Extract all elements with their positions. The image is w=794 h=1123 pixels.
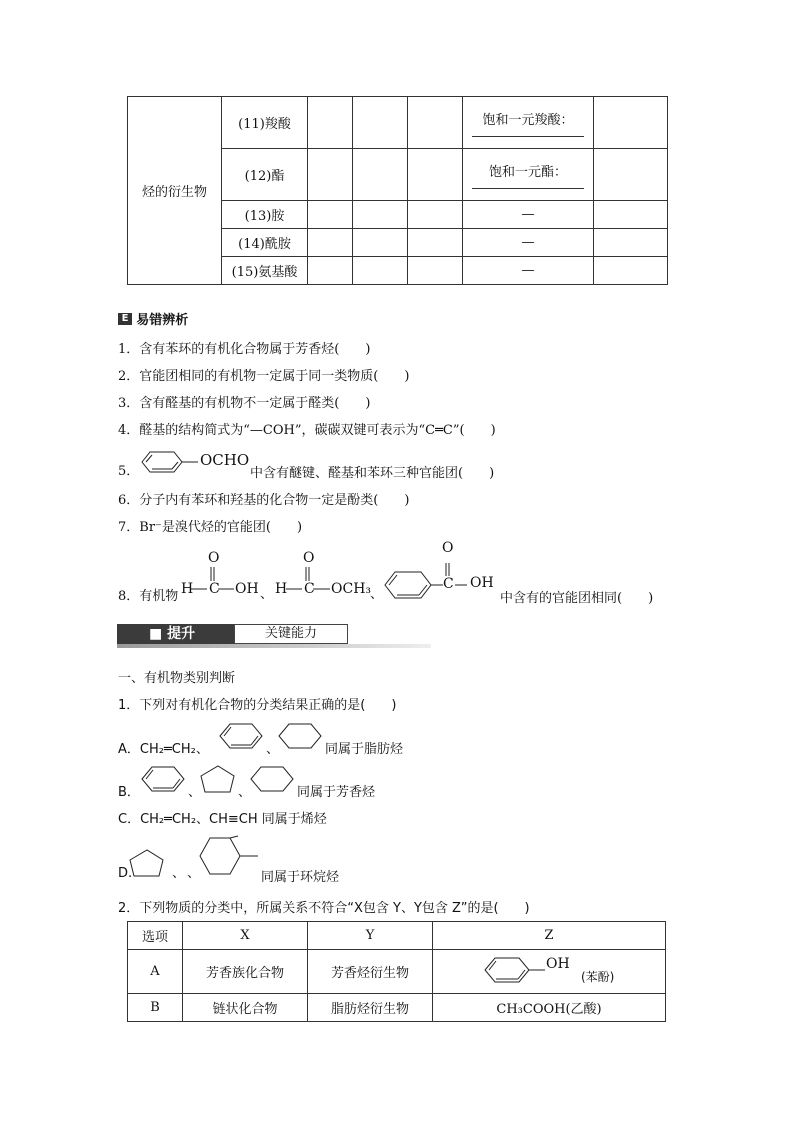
separator: 、 xyxy=(370,587,384,602)
fill-blank-line xyxy=(472,188,584,189)
list-item-2: 2．官能团相同的有机物一定属于同一类物质( ) xyxy=(118,369,410,384)
methylcyclohexane-icon xyxy=(198,832,268,882)
banner-light-label: 关键能力 xyxy=(234,624,348,644)
list-item-4: 4．醛基的结构简式为“—COH”，碳碳双键可表示为“C═C”( ) xyxy=(118,423,496,438)
atom-h: H xyxy=(181,581,194,597)
table-header: Z xyxy=(433,922,666,950)
blank-cell xyxy=(408,149,463,201)
cyclopentane-icon xyxy=(199,764,239,794)
separator: 、 xyxy=(188,785,202,800)
list-item-6: 6．分子内有苯环和羟基的化合物一定是酚类( ) xyxy=(118,493,410,508)
blank-cell xyxy=(594,257,668,285)
atom-c: C xyxy=(443,576,454,592)
blank-cell xyxy=(353,97,408,149)
table-header: 选项 xyxy=(128,922,183,950)
blank-cell xyxy=(408,229,463,257)
blank-cell xyxy=(594,149,668,201)
section-banner xyxy=(117,622,431,647)
table-cell: 脂肪烃衍生物 xyxy=(308,994,433,1022)
row-name-ester: (12)酯 xyxy=(222,149,308,201)
table-cell: CH₃COOH(乙酸) xyxy=(433,994,666,1022)
formula-cell: — xyxy=(463,201,594,229)
formula-label: 饱和一元羧酸： xyxy=(482,112,574,128)
option-a-label xyxy=(118,738,209,757)
option-d-text: 同属于环烷烃 xyxy=(261,870,340,885)
separator: 、 xyxy=(260,587,274,602)
blank-cell xyxy=(594,229,668,257)
functional-group-table xyxy=(127,96,668,285)
table-cell: A xyxy=(128,950,183,994)
blank-cell xyxy=(308,149,353,201)
blank-cell xyxy=(308,257,353,285)
row-header-derivatives: 烃的衍生物 xyxy=(128,97,222,285)
blank-cell xyxy=(308,97,353,149)
atom-o: O xyxy=(208,550,220,566)
fill-blank-line xyxy=(472,136,584,137)
atom-oh: OH xyxy=(470,575,494,591)
separator: 、 xyxy=(172,866,186,881)
atom-o: O xyxy=(442,540,454,556)
benzene-ring-icon xyxy=(218,721,268,751)
banner-underline xyxy=(117,644,431,648)
blank-cell xyxy=(308,229,353,257)
section-heading: 一、有机物类别判断 xyxy=(118,671,236,686)
table-header: Y xyxy=(308,922,433,950)
benzene-ring-icon xyxy=(136,449,206,475)
separator: 、 xyxy=(187,866,201,881)
methyl-formate-bonds xyxy=(274,560,334,600)
option-letter: A． xyxy=(118,742,140,757)
cyclohexane-icon xyxy=(249,764,299,794)
blank-cell xyxy=(353,229,408,257)
blank-cell xyxy=(353,149,408,201)
item-number: 5． xyxy=(118,464,140,479)
formula-cell xyxy=(463,97,594,149)
formic-acid-bonds xyxy=(180,560,240,600)
oh-group: OH xyxy=(546,956,570,972)
formula-cell: — xyxy=(463,257,594,285)
atom-o: O xyxy=(303,550,315,566)
section-yicuo-header xyxy=(118,309,188,328)
atom-h: H xyxy=(275,581,288,597)
table-cell: B xyxy=(128,994,183,1022)
row-name-amine: (13)胺 xyxy=(222,201,308,229)
formula-label: 饱和一元酯： xyxy=(488,164,567,180)
question-1-stem: 1．下列对有机化合物的分类结果正确的是( ) xyxy=(118,698,397,713)
formula-cell: — xyxy=(463,229,594,257)
item5-text: 中含有醚键、醛基和苯环三种官能团( ) xyxy=(250,466,495,481)
banner-dark-label: ■ 提升 xyxy=(117,624,234,644)
table-cell: 链状化合物 xyxy=(183,994,308,1022)
atom-och3: OCH₃ xyxy=(331,581,372,597)
option-c: C．CH₂═CH₂、CH≡CH 同属于烯烃 xyxy=(118,812,327,827)
blank-cell xyxy=(594,201,668,229)
list-item-8-prefix: 8．有机物 xyxy=(118,589,179,604)
atom-oh: OH xyxy=(235,581,259,597)
blank-cell xyxy=(408,257,463,285)
section-e-icon: E xyxy=(118,313,132,325)
option-a-text: 同属于脂肪烃 xyxy=(325,742,404,757)
blank-cell xyxy=(308,201,353,229)
row-name-amino-acid: (15)氨基酸 xyxy=(222,257,308,285)
blank-cell xyxy=(408,201,463,229)
atom-c: C xyxy=(209,581,220,597)
blank-cell xyxy=(594,97,668,149)
question-2-stem: 2．下列物质的分类中，所属关系不符合“X包含 Y、Y包含 Z”的是( ) xyxy=(118,901,530,916)
section-title: 易错辨析 xyxy=(136,313,189,328)
ocho-group: OCHO xyxy=(200,451,250,469)
ethylene-formula: CH₂═CH₂、 xyxy=(139,742,209,757)
cyclohexane-icon xyxy=(277,721,327,751)
phenol-cell xyxy=(433,950,666,994)
benzene-ring-icon xyxy=(140,764,190,794)
table-cell: 芳香族化合物 xyxy=(183,950,308,994)
formula-cell xyxy=(463,149,594,201)
blank-cell xyxy=(408,97,463,149)
atom-c: C xyxy=(304,581,315,597)
option-b-text: 同属于芳香烃 xyxy=(297,785,376,800)
blank-cell xyxy=(353,201,408,229)
list-item-7: 7．Br⁻是溴代烃的官能团( ) xyxy=(118,520,303,535)
phenol-note: (苯酚) xyxy=(581,970,615,984)
option-d-label: D. xyxy=(118,866,133,881)
row-name-amide: (14)酰胺 xyxy=(222,229,308,257)
option-b-label: B． xyxy=(118,785,140,800)
classification-table xyxy=(127,921,666,1022)
table-header: X xyxy=(183,922,308,950)
item8-text: 中含有的官能团相同( ) xyxy=(500,591,654,606)
separator: 、 xyxy=(266,742,280,757)
cyclopentane-icon xyxy=(128,848,168,880)
blank-cell xyxy=(353,257,408,285)
row-name-carboxylic-acid: (11)羧酸 xyxy=(222,97,308,149)
phenol-icon xyxy=(483,956,553,986)
list-item-1: 1．含有苯环的有机化合物属于芳香烃( ) xyxy=(118,342,371,357)
table-cell: 芳香烃衍生物 xyxy=(308,950,433,994)
separator: 、 xyxy=(238,785,252,800)
list-item-3: 3．含有醛基的有机物不一定属于醛类( ) xyxy=(118,396,371,411)
